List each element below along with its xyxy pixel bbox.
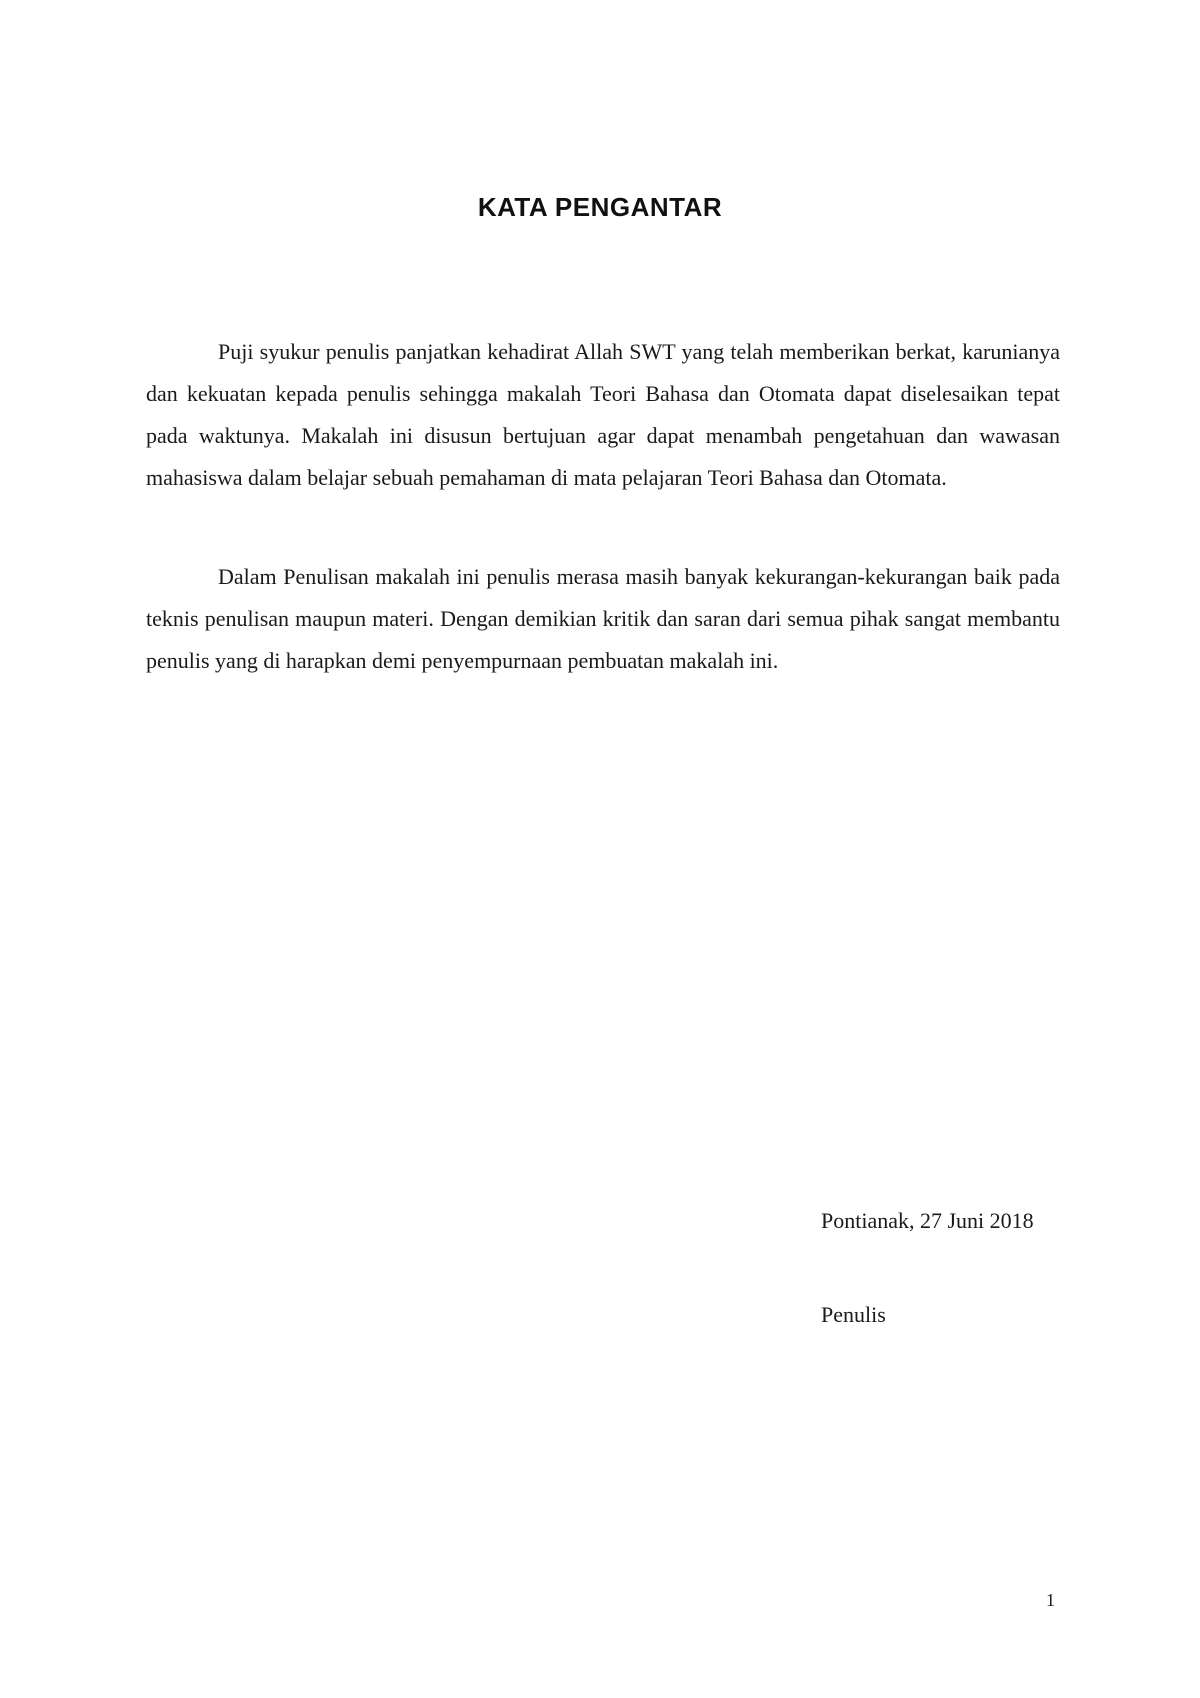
paragraph-1: Puji syukur penulis panjatkan kehadirat Allah SWT yang telah memberikan berkat, karunianya dan kekuatan kepada penulis sehingga makalah Teori Bahasa dan Otomata dapat diselesaikan tepat pada waktunya. Makalah ini disusun bertujuan agar dapat menambah pengetahuan dan wawasan mahasiswa dalam belajar sebuah pemahaman di mata pelajaran Teori Bahasa dan Otomata. — [146, 339, 1060, 490]
paragraph-1-container — [146, 331, 1060, 499]
page-number: 1 — [1046, 1590, 1055, 1610]
paragraph-2: Dalam Penulisan makalah ini penulis merasa masih banyak kekurangan-kekurangan baik pada teknis penulisan maupun materi. Dengan demikian kritik dan saran dari semua pihak sangat membantu penulis yang di harapkan demi penyempurnaan pembuatan makalah ini. — [146, 564, 1060, 673]
author-signature-label: Penulis — [821, 1302, 886, 1327]
paragraph-2-container — [146, 556, 1060, 682]
page-title: KATA PENGANTAR — [477, 192, 723, 222]
place-date: Pontianak, 27 Juni 2018 — [821, 1208, 1034, 1233]
